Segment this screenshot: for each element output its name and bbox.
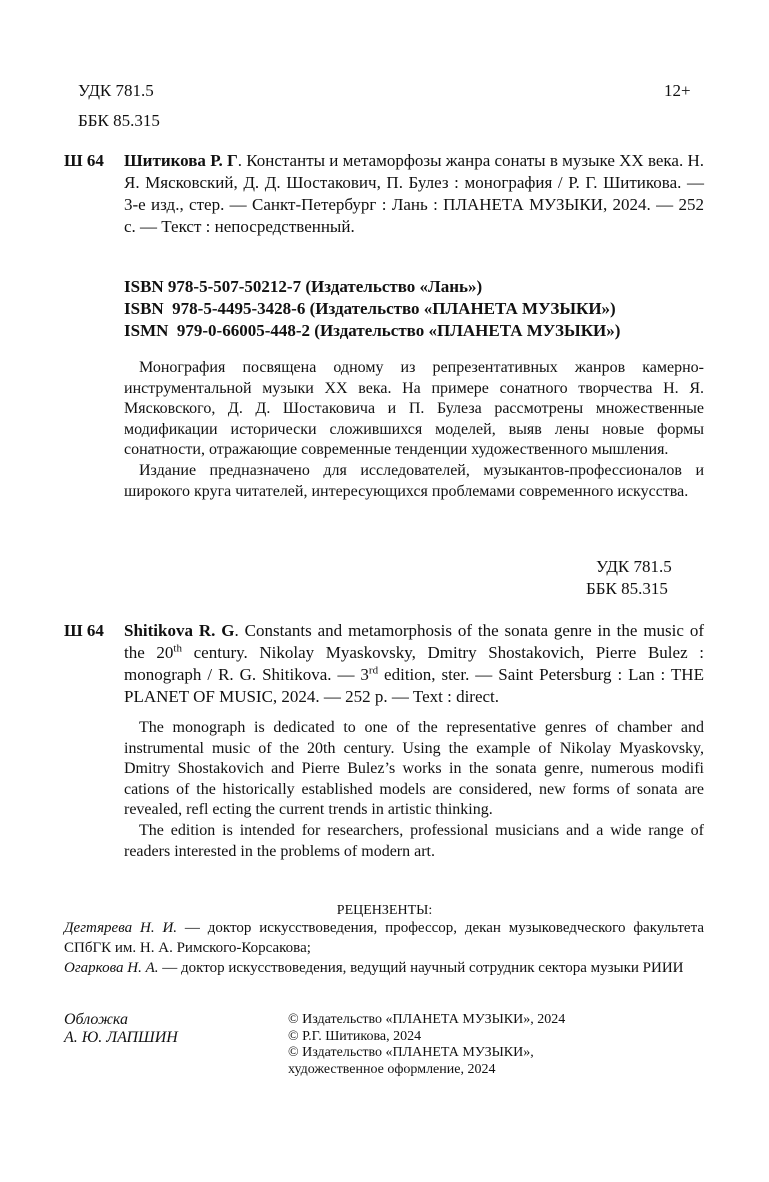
en-bibliographic-entry <box>64 620 704 708</box>
ru-bibliographic-entry <box>64 150 704 238</box>
classification-bbk: ББК 85.315 <box>586 579 668 598</box>
ordinal-suffix: rd <box>368 664 379 677</box>
isbn-number: ISBN 978-5-4495-3428-6 <box>124 299 306 318</box>
ru-abstract-paragraph: Издание предназначено для исследователей, музыкантов-профессионалов и широкого круга читателей, интересующихся проблемами современного искусства. <box>124 461 704 500</box>
ordinal-suffix: th <box>173 642 182 655</box>
cover-credit <box>64 1011 178 1047</box>
isbn-publisher: (Издательство «ПЛАНЕТА МУЗЫКИ») <box>309 299 616 318</box>
classification-udk: УДК 781.5 <box>596 557 672 576</box>
cover-label: Обложка <box>64 1011 128 1028</box>
copyright-line: художественное оформление, 2024 <box>288 1061 496 1077</box>
ru-entry-text <box>124 150 704 238</box>
reviewer-item <box>64 918 704 958</box>
en-abstract <box>124 718 704 862</box>
ismn-number: ISMN 979-0-66005-448-2 <box>124 321 311 340</box>
isbn-line <box>124 298 620 320</box>
ru-entry-code: Ш 64 <box>64 151 104 170</box>
header-udk: УДК 781.5 <box>78 81 154 100</box>
copyright-line: © Издательство «ПЛАНЕТА МУЗЫКИ», <box>288 1045 534 1060</box>
copyright-block <box>288 1012 565 1078</box>
ru-abstract <box>124 358 704 502</box>
ismn-publisher: (Издательство «ПЛАНЕТА МУЗЫКИ») <box>314 321 621 340</box>
ismn-line <box>124 320 620 342</box>
copyright-line: © Издательство «ПЛАНЕТА МУЗЫКИ», 2024 <box>288 1012 566 1027</box>
header-bbk: ББК 85.315 <box>78 111 160 130</box>
isbn-number: ISBN 978-5-507-50212-7 <box>124 277 302 296</box>
isbn-block <box>124 276 620 342</box>
ru-abstract-paragraph: Монография посвящена одному из репрезентативных жанров камерно-инструментальной музыки XX века. На примере сонатного творчества Н. Я. Мясковского, Д. Д. Шостаковича и П. Булеза рассмотрены множественные модификации исторически сложившихся моделей, выяв лены новые формы сонатности, отражающие современные тенденции художественного мышления. <box>124 359 704 459</box>
reviewer-item <box>64 958 704 978</box>
en-abstract-paragraph: The edition is intended for researchers, professional musicians and a wide range of readers interested in the problems of modern art. <box>124 821 704 860</box>
copyright-line: © Р.Г. Шитикова, 2024 <box>288 1028 422 1044</box>
en-entry-body: century. Nikolay Myaskovsky, Dmitry Shostakovich, Pierre Bulez : monograph / R. G. Shitikova. — 3 <box>124 643 704 684</box>
reviewer-name: Огаркова Н. А. <box>64 960 159 976</box>
isbn-publisher: (Издательство «Лань») <box>305 277 483 296</box>
ru-entry-author: Шитикова Р. Г <box>124 151 238 170</box>
en-entry-text <box>124 620 704 708</box>
en-entry-code: Ш 64 <box>64 621 104 640</box>
reviewers-list <box>64 918 704 978</box>
reviewer-description: — доктор искусствоведения, профессор, декан музыковедческого факультета СПбГК им. Н. А. Римского-Корсакова; <box>64 920 704 956</box>
ru-entry-body: . Константы и метаморфозы жанра сонаты в музыке XX века. Н. Я. Мясковский, Д. Д. Шостакович, П. Булез : монография / Р. Г. Шитикова. — 3-е изд., стер. — Санкт-Петербург : Лань : ПЛАНЕТА МУЗЫКИ, 2024. — 252 с. — Текст : непосредственный. <box>124 151 705 236</box>
reviewer-name: Дегтярева Н. И. <box>64 920 178 936</box>
isbn-line <box>124 276 620 298</box>
en-abstract-paragraph: The monograph is dedicated to one of the representative genres of chamber and instrumental music of the 20th century. Using the example of Nikolay Myaskovsky, Dmitry Shostakovich and Pierre Bulez’s works in the sonata genre, numerous modifi cations of the historically established models are considered, new forms of sonata are revealed, refl ecting the current trends in artistic thinking. <box>124 719 704 819</box>
en-entry-author: Shitikova R. G <box>124 621 235 640</box>
reviewers-heading: РЕЦЕНЗЕНТЫ: <box>336 903 433 918</box>
reviewer-description: — доктор искусствоведения, ведущий научный сотрудник сектора музыки РИИИ <box>158 960 684 976</box>
age-rating: 12+ <box>664 81 691 100</box>
en-entry-body: . Constants and metamorphosis of the sonata genre in the music of the 20 <box>124 621 704 662</box>
en-entry-body: edition, ster. — Saint Petersburg : Lan : THE PLANET OF MUSIC, 2024. — 252 p. — Text : direct. <box>124 665 704 706</box>
cover-artist: А. Ю. ЛАПШИН <box>64 1029 178 1046</box>
